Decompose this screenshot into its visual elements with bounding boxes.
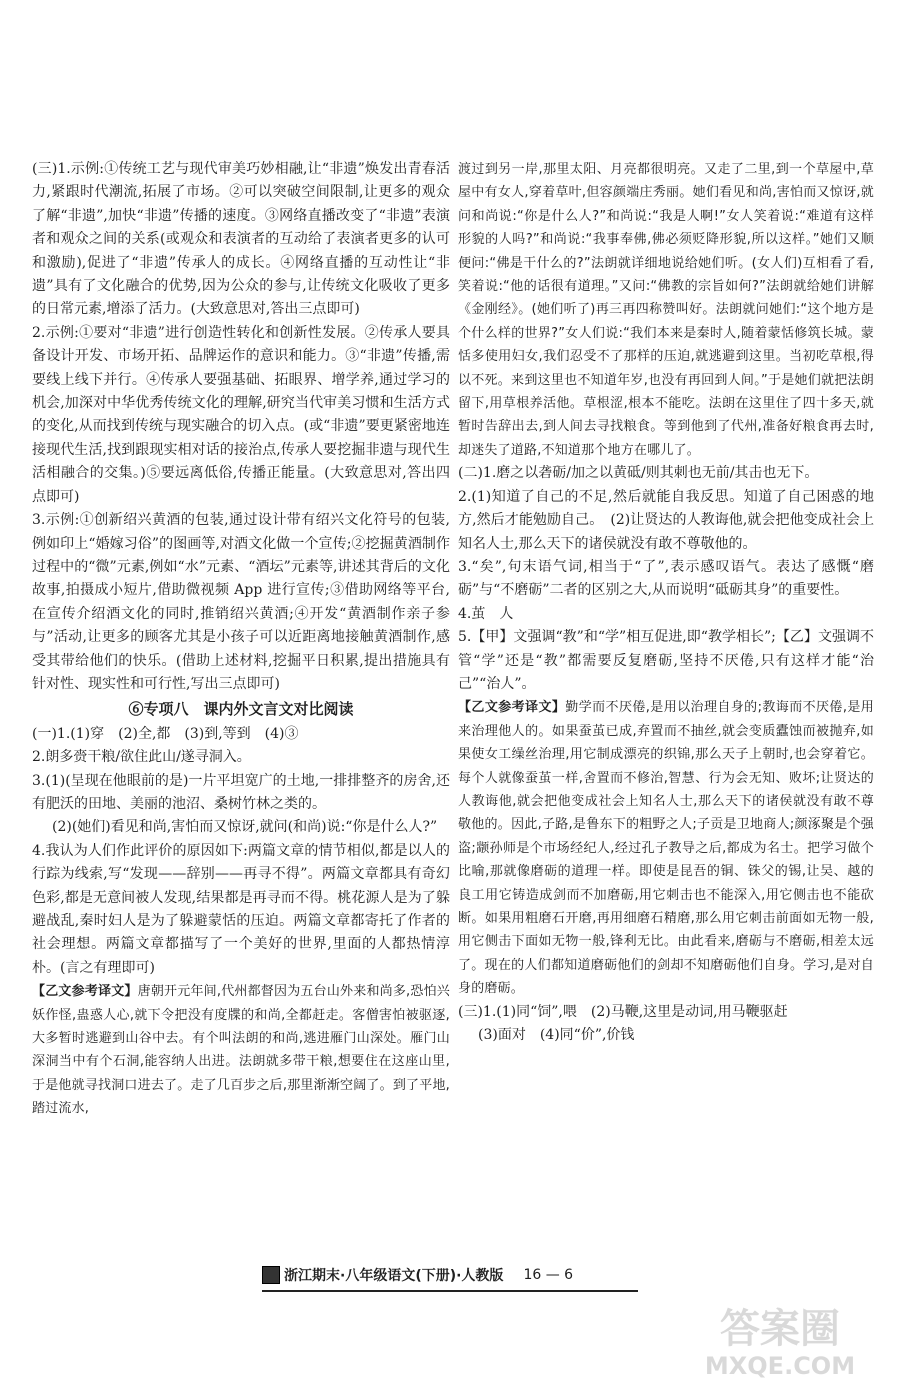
translation-text-2: 勤学而不厌倦,是用以治理自身的;教诲而不厌倦,是用来治理他人的。如果蚕茧已成,弃置而不抽丝,就会变质蠹蚀而被抛弃,如果使女工缲丝治理,用它制成漂亮的织锦,那么天子上朝时,也会穿着它。每个人就像蚕茧一样,舍置而不修治,智慧、行为会无知、败坏;让贤达的人教诲他,就会把他变成社会上知名人士,那么天下的诸侯就没有敢不尊敬他的。因此,子路,是鲁东下的粗野之人;子贡是卫地商人;颜涿聚是个强盗;颛孙师是个市场经纪人,经过孔子教导之后,都成为名士。把学习做个比喻,那就像磨砺的道理一样。即使是昆吾的铜、铢父的锡,让吴、越的良工用它铸造成剑而不加磨砺,用它刺击也不能深入,用它侧击也不能砍断。如果用粗磨石开磨,再用细磨石精磨,那么用它刺击前面如无物一般,用它侧击下面如无物一般,锋利无比。由此看来,磨砺与不磨砺,相差太远了。现在的人们都知道磨砺他们的剑却不知磨砺他们自身。学习,是对自身的磨砺。 — [458, 700, 874, 997]
answer-2-5: 5.【甲】文强调“教”和“学”相互促进,即“教学相长”;【乙】文强调不管“学”还是“教”都需要反复磨砺,坚持不厌倦,只有这样才能“治己”“治人”。 — [458, 629, 874, 692]
watermark-url: MXQE.COM — [704, 1352, 856, 1380]
answer-1-3a: 3.(1)(呈现在他眼前的是)一片平坦宽广的土地,一排排整齐的房舍,还有肥沃的田地、美丽的池沼、桑树竹林之类的。 — [32, 772, 450, 812]
watermark-logo — [680, 1296, 880, 1382]
answer-3-1: (三)1.示例:①传统工艺与现代审美巧妙相融,让“非遗”焕发出青春活力,紧跟时代潮流,拓展了市场。②可以突破空间限制,让更多的观众了解“非遗”,加快“非遗”传播的速度。③网络直播改变了“非遗”表演者和观众之间的关系(或观众和表演者的互动给了表演者更多的认可和激励),促进了“非遗”传承人的成长。④网络直播的互动性让“非遗”具有了文化融合的优势,因为公众的参与,让传统文化吸收了更多的日常元素,增添了活力。(大致意思对,答出三点即可) — [32, 161, 450, 318]
translation-block — [32, 980, 450, 1120]
left-column — [32, 158, 450, 1121]
translation-tag-2: 【乙文参考译文】 — [458, 700, 566, 716]
answer-1-1: (一)1.(1)穿 (2)全,都 (3)到,等到 (4)③ — [32, 725, 299, 742]
answer-1-4: 4.我认为人们作此评价的原因如下:两篇文章的情节相似,都是以人的行踪为线索,写“发现——辞别——再寻不得”。两篇文章都具有奇幻色彩,都是无意间被人发现,结果都是再寻而不得。桃花源人是为了躲避战乱,秦时妇人是为了躲避蒙恬的压迫。两篇文章都寄托了作者的社会理想。两篇文章都描写了一个美好的世界,里面的人都热情淳朴。(言之有理即可) — [32, 842, 450, 976]
translation-block-2 — [458, 696, 874, 1000]
page-footer — [262, 1262, 638, 1288]
publisher-logo-icon — [262, 1266, 280, 1284]
answer-2-4: 4.茧 人 — [458, 605, 514, 622]
answer-1-3b: (2)(她们)看见和尚,害怕而又惊讶,就问(和尚)说:“你是什么人?” — [52, 819, 438, 836]
page-number: 16 — 6 — [523, 1267, 574, 1283]
answer-2-3: 3.“矣”,句末语气词,相当于“了”,表示感叹语气。表达了感慨“磨砺”与“不磨砺”二者的区别之大,从而说明“砥砺其身”的重要性。 — [458, 558, 874, 599]
translation-continued: 渡过到另一岸,那里太阳、月亮都很明亮。又走了二里,到一个草屋中,草屋中有女人,穿着草叶,但容颜端庄秀丽。她们看见和尚,害怕而又惊讶,就问和尚说:“你是什么人?”和尚说:“我是人啊!”女人笑着说:“难道有这样形貌的人吗?”和尚说:“我事奉佛,佛必须贬降形貌,所以这样。”她们又顺便问:“佛是干什么的?”法朗就详细地说给她们听。(女人们)互相看了看,笑着说:“他的话很有道理。”又问:“佛教的宗旨如何?”法朗就给她们讲解《金刚经》。(她们听了)再三再四称赞叫好。法朗就问她们:“这个地方是个什么样的世界?”女人们说:“我们本来是秦时人,随着蒙恬修筑长城。蒙恬多使用妇女,我们忍受不了那样的压迫,就逃避到这里。当初吃草根,得以不死。来到这里也不知道年岁,也没有再回到人间。”于是她们就把法朗留下,用草根养活他。草根涩,根本不能吃。法朗在这里住了四十多天,就暂时告辞出去,到人间去寻找粮食。等到他到了代州,准备好粮食再去时,却迷失了道路,不知道那个地方在哪儿了。 — [458, 162, 874, 458]
answer-3b-1-cont: (3)面对 (4)同“价”,价钱 — [478, 1027, 635, 1044]
footer-title: 浙江期末·八年级语文(下册)·人教版 — [284, 1268, 504, 1284]
translation-text: 唐朝开元年间,代州都督因为五台山外来和尚多,恐怕兴妖作怪,蛊惑人心,就下令把没有度牒的和尚,全都赶走。客僧害怕被驱逐,大多暂时逃避到山谷中去。有个叫法朗的和尚,逃进雁门山深处。雁门山深洞当中有个石洞,能容纳人出进。法朗就多带干粮,想要住在这座山里,于是他就寻找洞口进去了。走了几百步之后,那里渐渐空阔了。到了平地,踏过流水, — [32, 984, 450, 1117]
answer-2-1: (二)1.磨之以砻砺/加之以黄砥/则其刺也无前/其击也无下。 — [458, 465, 819, 482]
section-title: ⑥专项八 课内外文言文对比阅读 — [128, 700, 354, 719]
answer-3-2: 2.示例:①要对“非遗”进行创造性转化和创新性发展。②传承人要具备设计开发、市场开拓、品牌运作的意识和能力。③“非遗”传播,需要线上线下并行。④传承人要强基础、拓眼界、增学养,通过学习的机会,加深对中华优秀传统文化的理解,研究当代审美习惯和生活方式的变化,从而找到传统与现实融合的切入点。(或“非遗”要更紧密地连接现代生活,找到跟现实相对话的接治点,传承人要挖掘非遗与现代生活相融合的交集。)⑤要远离低俗,传播正能量。(大致意思对,答出四点即可) — [32, 324, 450, 505]
right-column — [458, 158, 874, 1047]
answer-3b-1: (三)1.(1)同“饲”,喂 (2)马鞭,这里是动词,用马鞭驱赶 — [458, 1003, 788, 1020]
answer-1-2: 2.朗多赍干粮/欲住此山/遂寻洞入。 — [32, 749, 251, 766]
footer-rule — [262, 1290, 638, 1292]
answer-3-3: 3.示例:①创新绍兴黄酒的包装,通过设计带有绍兴文化符号的包装,例如印上“婚嫁习俗”的图画等,对酒文化做一个宣传;②挖掘黄酒制作过程中的“微”元素,例如“水”元素、“酒坛”元素等,讲述其背后的文化故事,拍摄成小短片,借助微视频 App 进行宣传;③借助网络等平台,在宣传介绍酒文化的同时,推销绍兴黄酒;④开发“黄酒制作亲子参与”活动,让更多的顾客尤其是小孩子可以近距离地接触黄酒制作,感受其带给他们的快乐。(借助上述材料,挖掘平日积累,提出措施具有针对性、现实性和可行性,写出三点即可) — [32, 512, 450, 692]
answer-2-2: 2.(1)知道了自己的不足,然后就能自我反思。知道了自己困惑的地方,然后才能勉励自己。 (2)让贤达的人教诲他,就会把他变成社会上知名人士,那么天下的诸侯就没有敢不尊敬他的。 — [458, 488, 874, 552]
watermark-text: 答案圈 — [720, 1306, 840, 1352]
translation-tag: 【乙文参考译文】 — [32, 984, 138, 1000]
